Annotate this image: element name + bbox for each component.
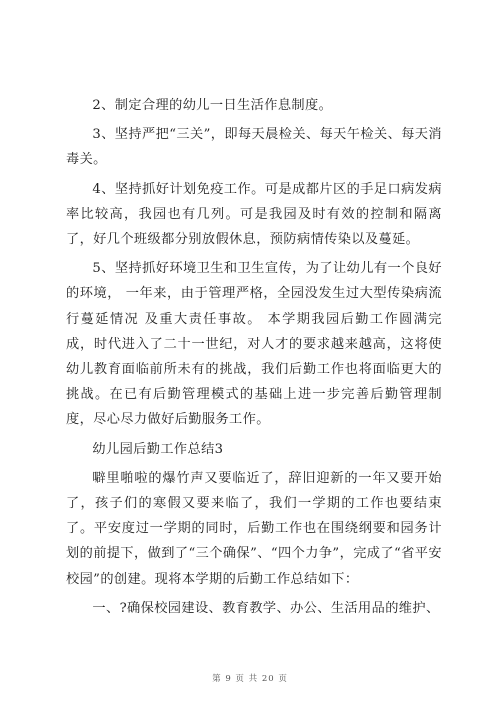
paragraph-item-2: 2、制定合理的幼儿一日生活作息制度。 [92, 98, 333, 113]
document-body [66, 93, 442, 625]
page-number-footer: 第 9 页 共 20 页 [212, 674, 288, 684]
section-heading: 幼儿园后勤工作总结3 [92, 441, 224, 457]
paragraph-item-5: 5、坚持抓好环境卫生和卫生宣传，为了让幼儿有一个良好的环境， 一年来，由于管理严格，全园没发生过大型传染病流行蔓延情况 及重大责任事故。 本学期我园后勤工作圆满完成，时代进入了二十一世纪，对人才的要求越来越高，这将使幼儿教育面临前所未有的挑战，我们后勤工作也将面临更大的挑战。在已有后勤管理模式的基础上进一步完善后勤管理制度，尽心尽力做好后勤服务工作。 [66, 261, 442, 428]
paragraph-intro: 噼里啪啦的爆竹声又要临近了，辞旧迎新的一年又要开始了，孩子们的寒假又要来临了，我们一学期的工作也要结束了。平安度过一学期的同时，后勤工作也在围绕纲要和园务计划的前提下，做到了“三个确保”、“四个力争”，完成了“省平安校园”的创建。现将本学期的后勤工作总结如下： [66, 470, 442, 587]
paragraph-item-3: 3、坚持严把“三关”，即每天晨检关、每天午检关、每天消毒关。 [66, 127, 442, 168]
paragraph-section-one: 一、?确保校园建设、教育教学、办公、生活用品的维护、 [92, 600, 440, 616]
paragraph-item-4: 4、坚持抓好计划免疫工作。可是成都片区的手足口病发病率比较高，我园也有几列。可是我园及时有效的控制和隔离了，好几个班级都分别放假休息，预防病情传染以及蔓延。 [66, 181, 442, 248]
